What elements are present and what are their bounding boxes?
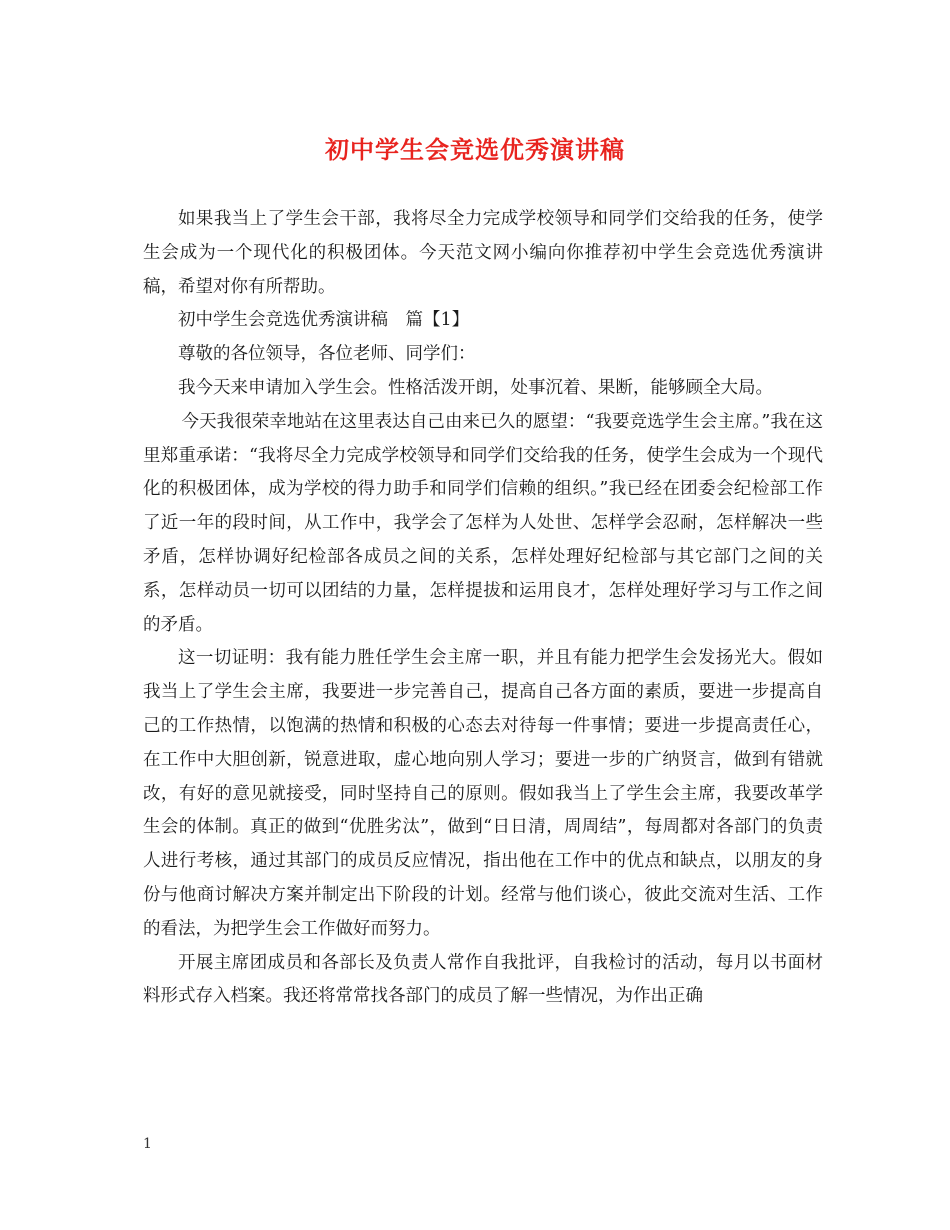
- body-paragraph: 这一切证明：我有能力胜任学生会主席一职，并且有能力把学生会发扬光大。假如我当上了学生会主席，我要进一步完善自己，提高自己各方面的素质，要进一步提高自己的工作热情，以饱满的热情和积极的心态去对待每一件事情；要进一步提高责任心，在工作中大胆创新，锐意进取，虚心地向别人学习；要进一步的广纳贤言，做到有错就改，有好的意见就接受，同时坚持自己的原则。假如我当上了学生会主席，我要改革学生会的体制。真正的做到“优胜劣汰”，做到“日日清，周周结”，每周都对各部门的负责人进行考核，通过其部门的成员反应情况，指出他在工作中的优点和缺点，以朋友的身份与他商讨解决方案并制定出下阶段的计划。经常与他们谈心，彼此交流对生活、工作的看法，为把学生会工作做好而努力。: [143, 648, 823, 939]
- body-paragraph: 今天我很荣幸地站在这里表达自己由来已久的愿望：“我要竞选学生会主席。”我在这里郑重承诺：“我将尽全力完成学校领导和同学们交给我的任务，使学生会成为一个现代化的积极团体，成为学校的得力助手和同学们信赖的组织。”我已经在团委会纪检部工作了近一年的段时间，从工作中，我学会了怎样为人处世、怎样学会忍耐，怎样解决一些矛盾，怎样协调好纪检部各成员之间的关系，怎样处理好纪检部与其它部门之间的关系，怎样动员一切可以团结的力量，怎样提拔和运用良才，怎样处理好学习与工作之间的矛盾。: [143, 411, 823, 635]
- body-paragraph: 我今天来申请加入学生会。性格活泼开朗，处事沉着、果断，能够顾全大局。: [178, 377, 773, 398]
- document-body: [143, 203, 823, 1014]
- page-number: 1: [143, 1136, 152, 1152]
- intro-paragraph: 如果我当上了学生会干部，我将尽全力完成学校领导和同学们交给我的任务，使学生会成为一个现代化的积极团体。今天范文网小编向你推荐初中学生会竞选优秀演讲稿，希望对你有所帮助。: [143, 209, 823, 297]
- document-title: 初中学生会竞选优秀演讲稿: [325, 135, 625, 164]
- body-paragraph: 开展主席团成员和各部长及负责人常作自我批评，自我检讨的活动，每月以书面材料形式存入档案。我还将常常找各部门的成员了解一些情况，为作出正确: [143, 952, 823, 1007]
- section-heading: 初中学生会竞选优秀演讲稿 篇【1】: [178, 310, 470, 331]
- salutation: 尊敬的各位领导，各位老师、同学们：: [178, 344, 476, 365]
